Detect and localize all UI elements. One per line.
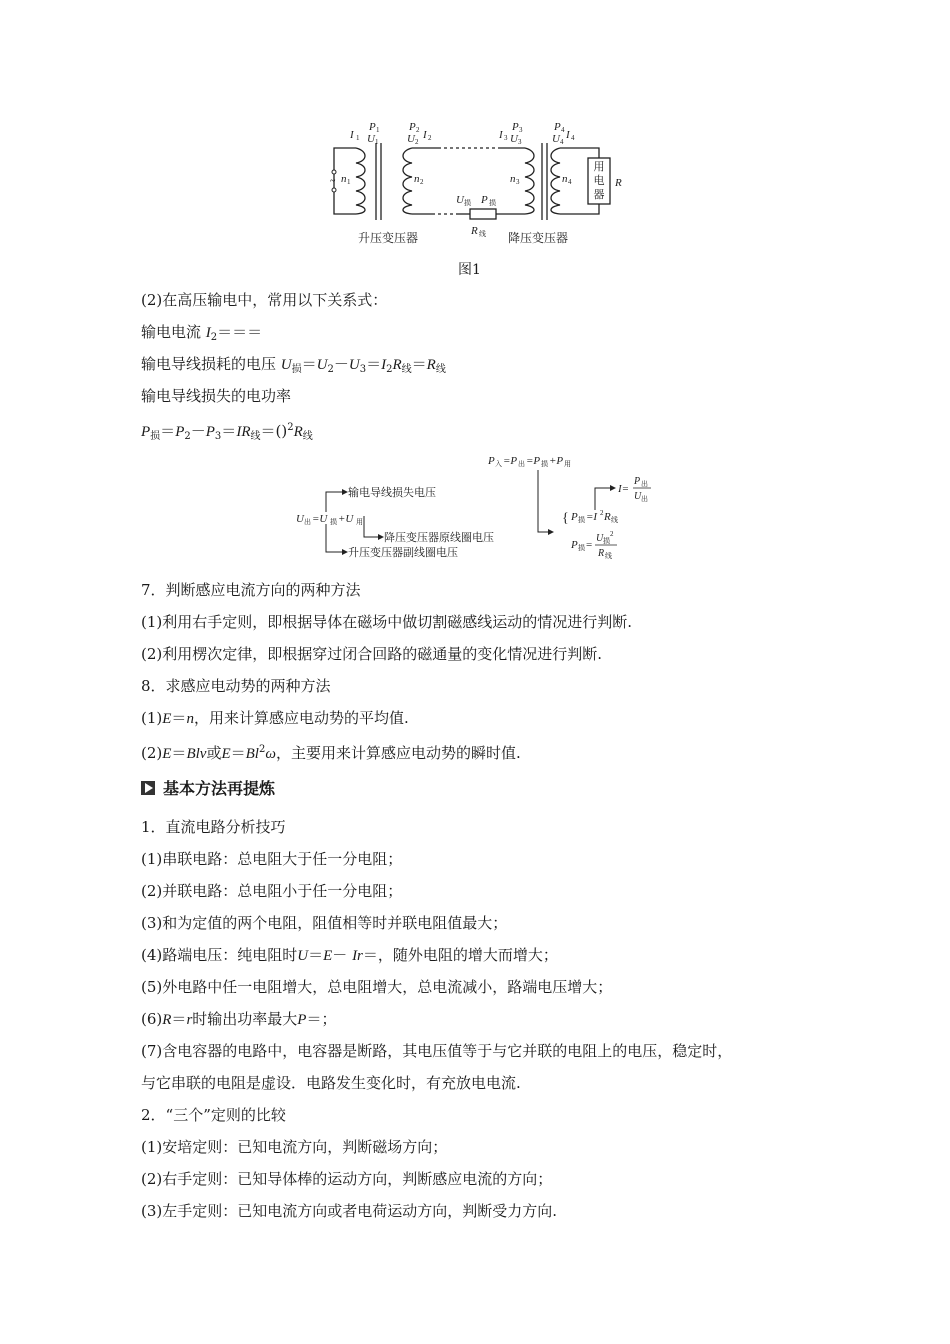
dc-item4: (4)路端电压：纯电阻时U＝E－ Ir＝，随外电阻的增大而增大； [141, 946, 558, 964]
dc-title: 1．直流电路分析技巧 [141, 818, 286, 836]
ploss1-eq: =I [586, 511, 598, 523]
section7-item1: (1)利用右手定则，即根据导体在磁场中做切割磁感线运动的情况进行判断. [141, 613, 633, 631]
current-num-sub: 出 [641, 480, 648, 488]
label-p4: P [554, 121, 561, 133]
dc-item5: (5)外电路中任一电阻增大，总电阻增大，总电流减小，路端电压增大； [141, 978, 613, 996]
label-n4-sub: 4 [568, 178, 572, 186]
section-heading [141, 776, 275, 799]
label-u1: U [367, 133, 375, 145]
step-down-label: 降压变压器 [508, 231, 569, 245]
label-p4-sub: 4 [561, 126, 565, 134]
branch-step-down-primary: 降压变压器原线圈电压 [384, 532, 494, 544]
label-u1-sub: 1 [375, 138, 379, 146]
ploss2-num: U [596, 533, 604, 544]
power-top-s3: 损 [541, 460, 548, 468]
label-u4: U [552, 133, 560, 145]
label-n4: n [562, 173, 568, 185]
ploss2-num-sub: 损 [603, 537, 610, 545]
power-top-eq2: =P [526, 455, 541, 467]
figure-caption: 图1 [458, 262, 481, 278]
text-line-3: 输电导线损耗的电压 $U_损=U_2-U_3=I_2R_线=R_线$ [141, 355, 446, 375]
ploss1-rsub: 线 [611, 516, 618, 524]
ploss1-sub: 损 [578, 516, 585, 524]
current-num: P [634, 476, 641, 487]
text-line-1: (2)在高压输电中，常用以下关系式： [141, 291, 388, 309]
dc-item7-line1: (7)含电容器的电路中，电容器是断路，其电压值等于与它并联的电阻上的电压，稳定时， [141, 1042, 733, 1060]
dc-item7-line2: 与它串联的电阻是虚设．电路发生变化时，有充放电电流. [141, 1074, 521, 1092]
label-n2-sub: 2 [420, 178, 424, 186]
label-n2: n [414, 173, 420, 185]
ploss1-sup: 2 [600, 509, 604, 517]
ploss2-den: R [598, 548, 605, 559]
relation-diagram [290, 450, 690, 565]
ploss2-sub: 损 [578, 544, 585, 552]
load-label-3: 器 [593, 189, 605, 201]
label-i1-sub: 1 [356, 134, 360, 142]
label-r-line-sub: 线 [479, 230, 486, 238]
ploss2: P [571, 539, 578, 551]
root-plus-sub: 用 [356, 518, 363, 526]
label-i3: I [499, 129, 503, 141]
label-u2-sub: 2 [415, 138, 419, 146]
section8-item2: (2)E＝Blv或$E=Bl^2\omega$，主要用来计算感应电动势的瞬时值. [141, 744, 521, 762]
label-n1-sub: 1 [347, 178, 351, 186]
dc-item2: (2)并联电路：总电阻小于任一分电阻； [141, 882, 403, 900]
three-item2: (2)右手定则：已知导体棒的运动方向，判断感应电流的方向； [141, 1170, 553, 1188]
power-top-s4: 用 [564, 460, 571, 468]
root-eq-sub1: 损 [330, 518, 337, 526]
label-p-loss: P [481, 194, 488, 206]
power-top-eq: =P [503, 455, 518, 467]
label-i4-sub: 4 [571, 134, 575, 142]
label-p2: P [409, 121, 416, 133]
section7-item2: (2)利用楞次定律，即根据穿过闭合回路的磁通量的变化情况进行判断. [141, 645, 603, 663]
power-top-s2: 出 [518, 460, 525, 468]
label-p1-sub: 1 [376, 126, 380, 134]
dc-item1: (1)串联电路：总电阻大于任一分电阻； [141, 850, 403, 868]
power-top: P [488, 455, 495, 467]
power-top-s1: 入 [495, 460, 502, 468]
label-i2-sub: 2 [428, 134, 432, 142]
label-u3: U [510, 133, 518, 145]
label-n3: n [510, 173, 516, 185]
label-i3-sub: 3 [504, 134, 508, 142]
label-p3: P [512, 121, 519, 133]
svg-text:~: ~ [330, 176, 336, 187]
step-up-label: 升压变压器 [358, 231, 419, 245]
branch-line-loss: 输电导线损失电压 [348, 487, 436, 499]
ploss2-num-sup: 2 [610, 530, 614, 538]
label-r: R [615, 177, 622, 189]
label-p1: P [369, 121, 376, 133]
label-p2-sub: 2 [416, 126, 420, 134]
current-eq: I= [618, 483, 630, 495]
ploss2-eq: = [586, 539, 593, 551]
branch-step-up-secondary: 升压变压器副线圈电压 [348, 547, 458, 559]
label-i1: I [350, 129, 354, 141]
label-u-loss-sub: 损 [464, 199, 471, 207]
three-item1: (1)安培定则：已知电流方向，判断磁场方向； [141, 1138, 448, 1156]
load-label-2: 电 [593, 175, 605, 187]
ploss2-den-sub: 线 [605, 552, 612, 560]
section8-item1: (1)E＝n，用来计算感应电动势的平均值. [141, 709, 409, 727]
transmission-circuit-diagram [320, 118, 640, 253]
play-triangle-icon [141, 781, 155, 795]
current-den-sub: 出 [641, 495, 648, 503]
label-i4: I [566, 129, 570, 141]
dc-item3: (3)和为定值的两个电阻，阻值相等时并联电阻值最大； [141, 914, 508, 932]
root-eq: =U [312, 513, 328, 525]
label-u2: U [407, 133, 415, 145]
ploss1-r: R [604, 511, 611, 523]
section-heading-text: 基本方法再提炼 [163, 779, 276, 798]
label-i2: I [423, 129, 427, 141]
root-u: U [296, 513, 304, 525]
label-r-line: R [471, 225, 478, 237]
root-plus: +U [338, 513, 354, 525]
section8-title: 8．求感应电动势的两种方法 [141, 677, 331, 695]
dc-item6: (6)R＝r时输出功率最大P＝； [141, 1010, 337, 1028]
text-line-2: 输电电流 $I_2===$ [141, 323, 263, 343]
brace: { [562, 511, 569, 526]
label-u-loss: U [456, 194, 464, 206]
load-label-1: 用 [593, 161, 605, 173]
label-u3-sub: 3 [518, 138, 522, 146]
power-top-plus: +P [549, 455, 564, 467]
three-item3: (3)左手定则：已知电流方向或者电荷运动方向，判断受力方向. [141, 1202, 558, 1220]
root-u-sub: 出 [304, 518, 311, 526]
label-n1: n [341, 173, 347, 185]
current-den: U [634, 491, 642, 502]
three-title: 2．“三个”定则的比较 [141, 1106, 286, 1124]
label-u4-sub: 4 [560, 138, 564, 146]
ploss1: P [571, 511, 578, 523]
text-line-5: $P_损=P_2-P_3=IR_线=()^2R_线$ [141, 422, 313, 442]
text-line-4: 输电导线损失的电功率 [141, 387, 292, 405]
section7-title: 7．判断感应电流方向的两种方法 [141, 581, 361, 599]
label-p3-sub: 3 [519, 126, 523, 134]
label-n3-sub: 3 [516, 178, 520, 186]
label-p-loss-sub: 损 [489, 199, 496, 207]
